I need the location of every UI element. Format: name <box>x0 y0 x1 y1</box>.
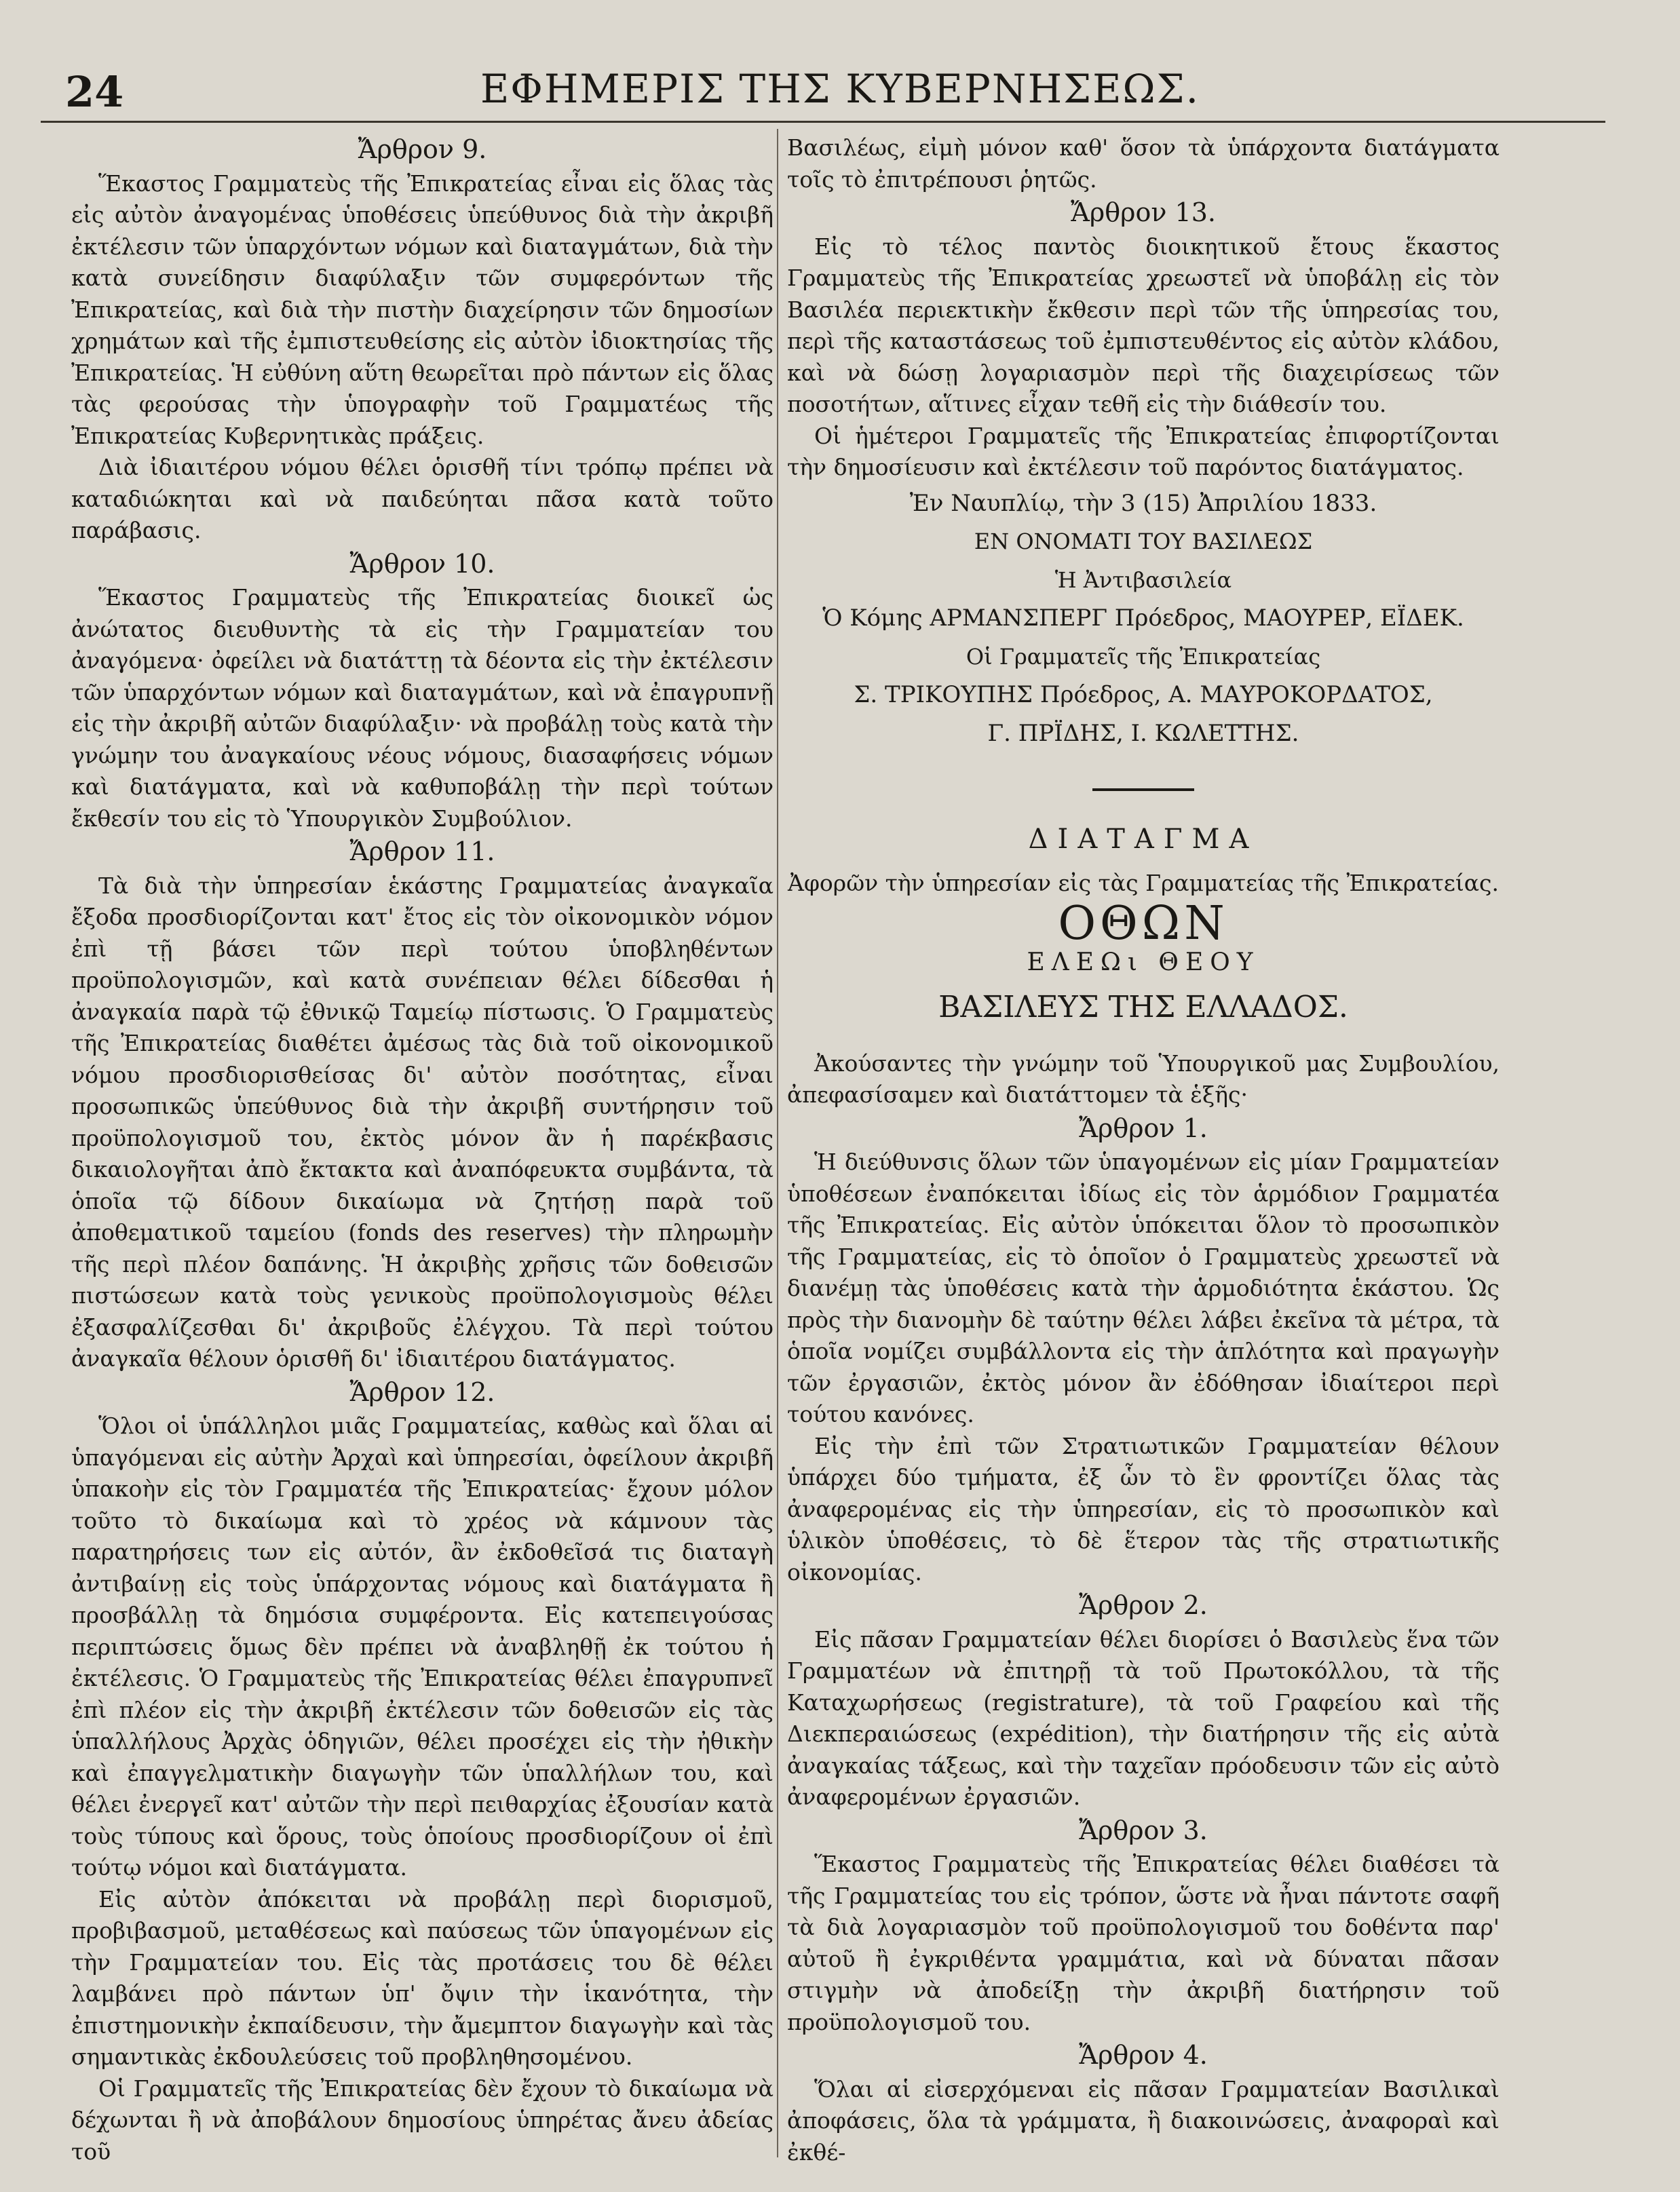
article-11-heading: Ἄρθρον 11. <box>349 837 495 866</box>
right-column <box>787 132 1500 2168</box>
article-13-paragraph-2: Οἱ ἡμέτεροι Γραμματεῖς τῆς Ἐπικρατείας ἐπιφορτίζονται τὴν δημοσίευσιν καὶ ἐκτέλεσιν τοῦ παρόντος διατάγματος. <box>787 422 1500 480</box>
decree-heading: ΔΙΑΤΑΓΜΑ <box>1028 824 1259 855</box>
header-rule <box>41 121 1605 123</box>
article-4-heading: Ἄρθρον 4. <box>1079 2040 1208 2070</box>
article-3-paragraph-1: Ἕκαστος Γραμματεὺς τῆς Ἐπικρατείας θέλει διαθέσει τὰ τῆς Γραμματείας του εἰς τρόπον, ὥστε νὰ ἦναι πάντοτε σαφῆ τὰ διὰ λογαριασμὸν τοῦ προϋπολογισμοῦ του δοθέντα παρ' αὐτοῦ ἢ ἐγκριθέντα γραμμάτια, καὶ νὰ δύναται πᾶσαν στιγμὴν νὰ ἀποδείξῃ τὴν ἀκριβῆ διατήρησιν τοῦ προϋπολογισμοῦ του. <box>787 1851 1500 2035</box>
article-13-heading: Ἄρθρον 13. <box>1071 197 1216 227</box>
section-rule <box>1092 788 1194 791</box>
article-3-heading: Ἄρθρον 3. <box>1079 1815 1208 1845</box>
secretaries-signatures-2: Γ. ΠΡΪΔΗΣ, Ι. ΚΩΛΕΤΤΗΣ. <box>987 719 1299 747</box>
article-9-heading: Ἄρθρον 9. <box>358 134 487 164</box>
article-9-paragraph-1: Ἕκαστος Γραμματεὺς τῆς Ἐπικρατείας εἶναι εἰς ὅλας τὰς εἰς αὐτὸν ἀναγομένας ὑποθέσεις ὑπεύθυνος διὰ τὴν ἀκριβῆ ἐκτέλεσιν τῶν ὑπαρχόντων νόμων καὶ διαταγμάτων, διὰ τὴν κατὰ συνείδησιν διαφύλαξιν τῶν συμφερόντων τῆς Ἐπικρατείας, καὶ διὰ τὴν πιστὴν διαχείρησιν τῶν δημοσίων χρημάτων καὶ τῆς ἐμπιστευθείσης εἰς αὐτὸν ἰδιοκτησίας τῆς Ἐπικρατείας. Ἡ εὐθύνη αὕτη θεωρεῖται πρὸ πάντων εἰς ὅλας τὰς φερούσας τὴν ὑπογραφὴν τοῦ Γραμματέως τῆς Ἐπικρατείας Κυβερνητικὰς πράξεις. <box>71 170 774 449</box>
article-2-heading: Ἄρθρον 2. <box>1079 1590 1208 1620</box>
article-1-paragraph-2: Εἰς τὴν ἐπὶ τῶν Στρατιωτικῶν Γραμματείαν θέλουν ὑπάρχει δύο τμήματα, ἐξ ὧν τὸ ἓν φροντίζει ὅλας τὰς ἀναφερομένας εἰς τὴν ὑπηρεσίαν, εἰς τὸ προσωπικὸν καὶ ὑλικὸν ὑποθέσεις, τὸ δὲ ἕτερον τὰς τῆς στρατιωτικῆς οἰκονομίας. <box>787 1432 1500 1585</box>
column-divider <box>777 129 778 2157</box>
article-12-paragraph-3: Οἱ Γραμματεῖς τῆς Ἐπικρατείας δὲν ἔχουν τὸ δικαίωμα νὰ δέχωνται ἢ νὰ ἀποβάλουν δημοσίους ὑπηρέτας ἄνευ ἀδείας τοῦ <box>71 2075 774 2165</box>
decree-date: Ἐν Ναυπλίῳ, τὴν 3 (15) Ἀπριλίου 1833. <box>909 489 1377 517</box>
left-column <box>71 132 774 2168</box>
article-4-paragraph-1: Ὅλαι αἱ εἰσερχόμεναι εἰς πᾶσαν Γραμματείαν Βασιλικαὶ ἀποφάσεις, ὅλα τὰ γράμματα, ἢ διακοινώσεις, ἀναφοραὶ καὶ ἐκθέ- <box>787 2075 1500 2166</box>
regents-signatures: Ὁ Κόμης ΑΡΜΑΝΣΠΕΡΓ Πρόεδρος, ΜΑΟΥΡΕΡ, ΕΪΔΕΚ. <box>822 604 1464 632</box>
article-1-paragraph-1: Ἡ διεύθυνσις ὅλων τῶν ὑπαγομένων εἰς μίαν Γραμματείαν ὑποθέσεων ἐναπόκειται ἰδίως εἰς τὸν ἁρμόδιον Γραμματέα τῆς Ἐπικρατείας. Εἰς αὐτὸν ὑπόκειται ὅλον τὸ προσωπικὸν τῆς Γραμματείας, εἰς τὸ ὁποῖον ὁ Γραμματεὺς χρεωστεῖ νὰ διανέμῃ τὰς ὑποθέσεις κατὰ τὴν ἁρμοδιότητα ἑκάστου. Ὡς πρὸς τὴν διανομὴν δὲ ταύτην θέλει λάβει ἐκεῖνα τὰ μέτρα, τὰ ὁποῖα νομίζει συμβάλλοντα εἰς τὴν ἁπλότητα καὶ πραγωγὴν τῶν ἐργασιῶν, ἐκτὸς μόνον ἂν ἐδόθησαν ἰδιαίτεροι περὶ τούτου κανόνες. <box>787 1149 1500 1427</box>
article-1-heading: Ἄρθρον 1. <box>1079 1113 1208 1143</box>
page-number: 24 <box>65 67 124 117</box>
article-12-paragraph-2: Εἰς αὐτὸν ἀπόκειται νὰ προβάλῃ περὶ διορισμοῦ, προβιβασμοῦ, μεταθέσεως καὶ παύσεως τῶν ὑπαγομένων εἰς τὴν Γραμματείαν του. Εἰς τὰς προτάσεις του δὲ θέλει λαμβάνει πρὸ πάντων ὑπ' ὄψιν τὴν ἱκανότητα, τὴν ἐπιστημονικὴν ἐκπαίδευσιν, τὴν ἄμεμπτον διαγωγὴν καὶ τὰς σημαντικὰς ἐκδουλεύσεις τοῦ προβληθησομένου. <box>71 1885 774 2070</box>
continued-paragraph: Βασιλέως, εἰμὴ μόνον καθ' ὅσον τὰ ὑπάρχοντα διατάγματα τοῖς τὸ ἐπιτρέπουσι ῥητῶς. <box>787 134 1500 193</box>
article-11-paragraph-1: Τὰ διὰ τὴν ὑπηρεσίαν ἑκάστης Γραμματείας ἀναγκαῖα ἔξοδα προσδιορίζονται κατ' ἔτος εἰς τὸν οἰκονομικὸν νόμον ἐπὶ τῇ βάσει τῶν περὶ τούτου ὑποβληθέντων προϋπολογισμῶν, καὶ κατὰ συνέπειαν θέλει δίδεσθαι ἡ ἀναγκαία παρὰ τῷ ἐθνικῷ Ταμείῳ πίστωσις. Ὁ Γραμματεὺς τῆς Ἐπικρατείας διαθέτει ἀμέσως τὰς διὰ τοῦ οἰκονομικοῦ νόμου προσδιορισθείσας δι' αὐτὸν ποσότητας, εἶναι προσωπικῶς ὑπεύθυνος διὰ τὴν ἀκριβῆ συντήρησιν τοῦ προϋπολογισμοῦ του, ἐκτὸς μόνον ἂν ἡ παρέκβασις δικαιολογῆται ἀπὸ ἔκτακτα καὶ ἀναπόφευκτα συμβάντα, τὰ ὁποῖα τῷ δίδουν δικαίωμα νὰ ζητήσῃ παρὰ τοῦ ἀποθεματικοῦ ταμείου (fonds des reserves) τὴν πληρωμὴν τῆς περὶ πλέον δαπάνης. Ἡ ἀκριβὴς χρῆσις τῶν δοθεισῶν πιστώσεων κατὰ τοὺς γενικοὺς προϋπολογισμοὺς θέλει ἐξασφαλίζεσθαι δι' ἀκριβοῦς ἐλέγχου. Τὰ περὶ τούτου ἀναγκαῖα θέλουν ὁρισθῆ δι' ἰδιαιτέρου διατάγματος. <box>71 872 774 1372</box>
newspaper-title: ΕΦΗΜΕΡΙΣ ΤΗΣ ΚΥΒΕΡΝΗΣΕΩΣ. <box>480 66 1200 112</box>
article-12-paragraph-1: Ὅλοι οἱ ὑπάλληλοι μιᾶς Γραμματείας, καθὼς καὶ ὅλαι αἱ ὑπαγόμεναι εἰς αὐτὴν Ἀρχαὶ καὶ ὑπηρεσίαι, ὀφείλουν ἀκριβῆ ὑπακοὴν εἰς τὸν Γραμματέα τῆς Ἐπικρατείας· ἔχουν μόλον τοῦτο τὸ δικαίωμα καὶ τὸ χρέος νὰ κάμνουν τὰς παρατηρήσεις των εἰς αὐτόν, ἂν ἐκδοθεῖσά τις διαταγὴ ἀντιβαίνῃ εἰς τοὺς ὑπάρχοντας νόμους καὶ διατάγματα ἢ προσβάλλῃ τὰ δημόσια συμφέροντα. Εἰς κατεπειγούσας περιπτώσεις ὅμως δὲν πρέπει νὰ ἀναβληθῇ ἐκ τούτου ἡ ἐκτέλεσις. Ὁ Γραμματεὺς τῆς Ἐπικρατείας θέλει ἐπαγρυπνεῖ ἐπὶ πλέον εἰς τὴν ἀκριβῆ ἐκτέλεσιν τῶν δοθεισῶν εἰς τὰς ὑπαλλήλους Ἀρχὰς ὁδηγιῶν, θέλει προσέχει εἰς τὴν ἠθικὴν καὶ ἐπαγγελματικὴν διαγωγὴν τῶν ὑπαλλήλων του, καὶ θέλει ἐνεργεῖ κατ' αὐτῶν τὴν περὶ πειθαρχίας ἐξουσίαν κατὰ τοὺς τύπους καὶ ὅρους, τοὺς ὁποίους προσδιορίζουν οἱ ἐπὶ τούτῳ νόμοι καὶ διατάγματα. <box>71 1412 774 1881</box>
article-9-paragraph-2: Διὰ ἰδιαιτέρου νόμου θέλει ὁρισθῆ τίνι τρόπῳ πρέπει νὰ καταδιώκηται καὶ νὰ παιδεύηται πᾶσα κατὰ τοῦτο παράβασις. <box>71 454 774 543</box>
king-name: ΟΘΩΝ <box>1058 897 1229 950</box>
article-12-heading: Ἄρθρον 12. <box>349 1377 495 1407</box>
secretaries-heading: Οἱ Γραμματεῖς τῆς Ἐπικρατείας <box>966 643 1321 670</box>
article-13-paragraph-1: Εἰς τὸ τέλος παντὸς διοικητικοῦ ἔτους ἕκαστος Γραμματεὺς τῆς Ἐπικρατείας χρεωστεῖ νὰ ὑποβάλῃ εἰς τὸν Βασιλέα περιεκτικὴν ἔκθεσιν περὶ τῶν τῆς ὑπηρεσίας του, περὶ τῆς καταστάσεως τοῦ ἐμπιστευθέντος εἰς αὐτὸν κλάδου, καὶ νὰ δώσῃ λογαριασμὸν περὶ τῆς διαχειρίσεως τῶν ποσοτήτων, αἵτινες εἶχαν τεθῆ εἰς τὴν διάθεσίν του. <box>787 233 1500 417</box>
page-header <box>41 58 1639 119</box>
by-grace-of-god: ΕΛΕΩι ΘΕΟΥ <box>1027 948 1260 976</box>
article-2-paragraph-1: Εἰς πᾶσαν Γραμματείαν θέλει διορίσει ὁ Βασιλεὺς ἕνα τῶν Γραμματέων νὰ ἐπιτηρῇ τὰ τοῦ Πρωτοκόλλου, τὰ τῆς Καταχωρήσεως (registrature), τὰ τοῦ Γραφείου καὶ τῆς Διεκπεραιώσεως (expédition), τὴν διατήρησιν τῆς εἰς αὐτὰ ἀναγκαίας τάξεως, καὶ τὴν ταχεῖαν πρόοδευσιν τῶν εἰς αὐτὸ ἀναφερομένων ἐργασιῶν. <box>787 1626 1500 1810</box>
king-title: ΒΑΣΙΛΕΥΣ ΤΗΣ ΕΛΛΑΔΟΣ. <box>938 990 1348 1024</box>
regency-label: Ἡ Ἀντιβασιλεία <box>1054 566 1232 593</box>
article-10-paragraph-1: Ἕκαστος Γραμματεὺς τῆς Ἐπικρατείας διοικεῖ ὡς ἀνώτατος διευθυντὴς τὰ εἰς τὴν Γραμματείαν του ἀναγόμενα· ὀφείλει νὰ διατάττῃ τὰ δέοντα εἰς τὴν ἐκτέλεσιν τῶν ὑπαρχόντων νόμων καὶ διαταγμάτων, καὶ νὰ ἐπαγρυπνῇ εἰς τὴν ἀκριβῆ αὐτῶν διαφύλαξιν· νὰ προβάλῃ τοὺς κατὰ τὴν γνώμην του ἀναγκαίους νέους νόμους, διασαφήσεις νόμων καὶ διατάγματα, καὶ νὰ καθυποβάλῃ τὴν περὶ τούτων ἔκθεσίν του εἰς τὸ Ὑπουργικὸν Συμβούλιον. <box>71 584 774 832</box>
secretaries-signatures-1: Σ. ΤΡΙΚΟΥΠΗΣ Πρόεδρος, Α. ΜΑΥΡΟΚΟΡΔΑΤΟΣ, <box>854 681 1433 708</box>
decree-preamble: Ἀκούσαντες τὴν γνώμην τοῦ Ὑπουργικοῦ μας Συμβουλίου, ἀπεφασίσαμεν καὶ διατάττομεν τὰ ἑξῆς· <box>787 1050 1500 1108</box>
article-10-heading: Ἄρθρον 10. <box>349 548 495 579</box>
in-name-of-king: ΕΝ ΟΝΟΜΑΤΙ ΤΟΥ ΒΑΣΙΛΕΩΣ <box>974 528 1313 554</box>
decree-subject: Ἀφορῶν τὴν ὑπηρεσίαν εἰς τὰς Γραμματείας τῆς Ἐπικρατείας. <box>787 869 1500 896</box>
